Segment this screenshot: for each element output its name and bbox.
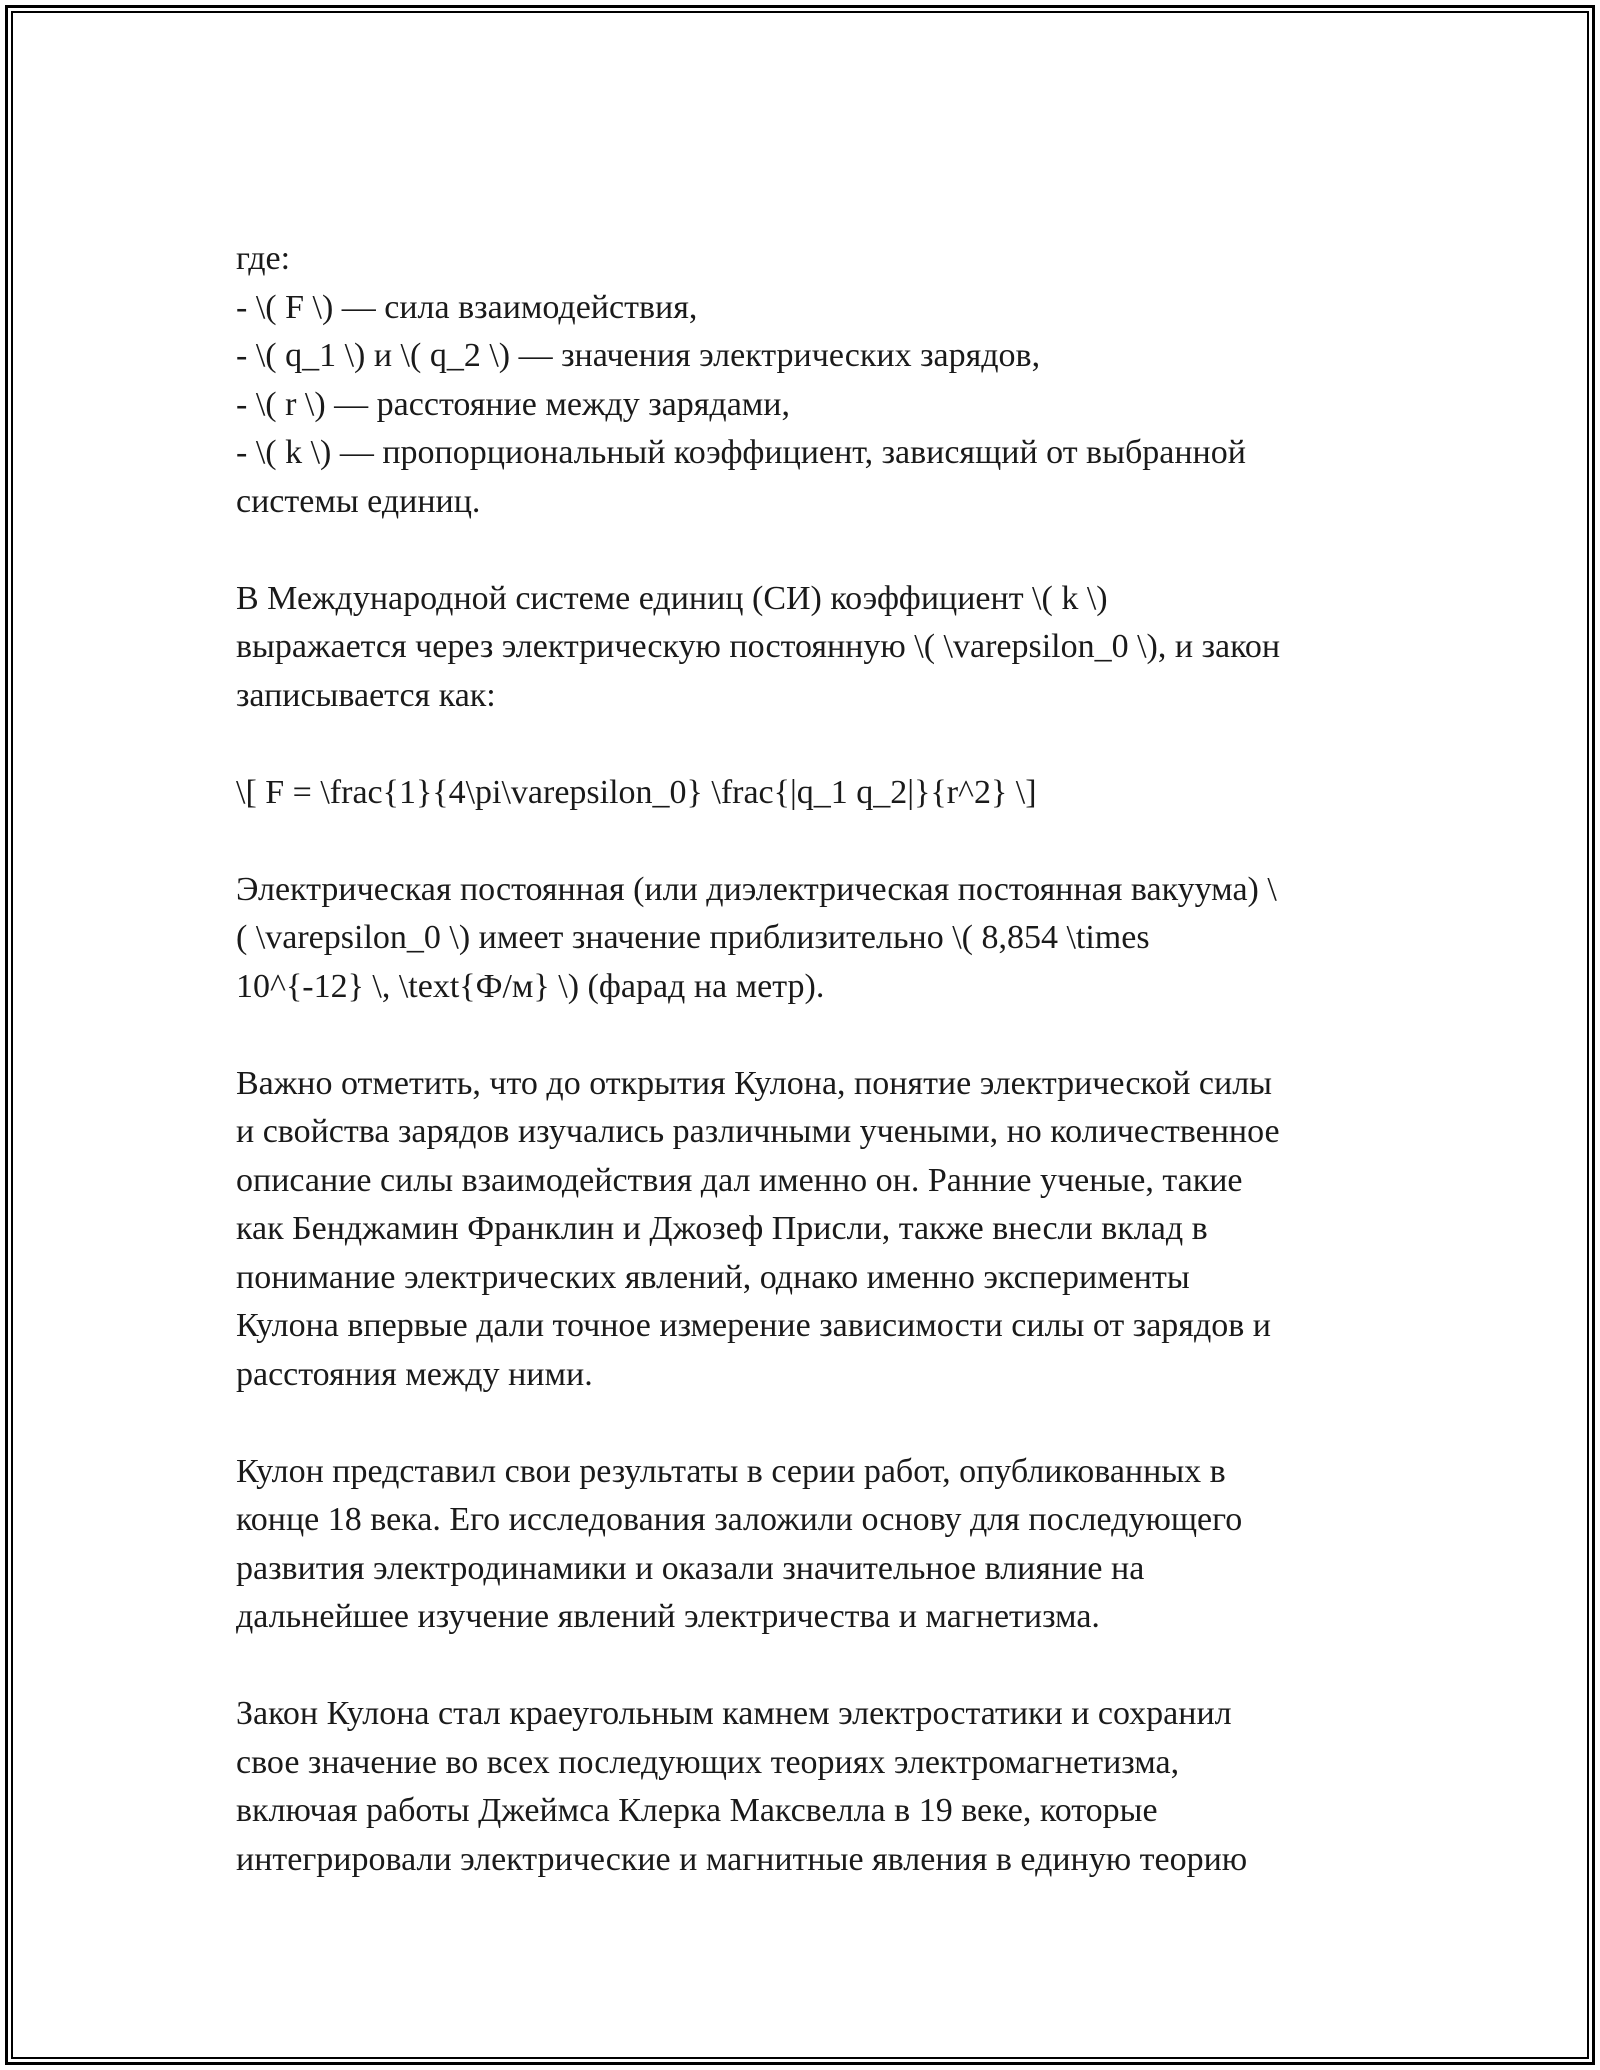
definition-item: - \( q_1 \) и \( q_2 \) — значения электрических зарядов, (236, 337, 1041, 374)
paragraph-line: Важно отметить, что до открытия Кулона, понятие электрической силы (236, 1064, 1273, 1102)
paragraph-line: описание силы взаимодействия дал именно он. Ранние ученые, такие (236, 1161, 1243, 1199)
paragraph-line: дальнейшее изучение явлений электричества и магнетизма. (236, 1598, 1100, 1635)
coulomb-formula (236, 769, 1386, 818)
legacy-paragraph (236, 1690, 1386, 1884)
paragraph-line: Кулон представил свои результаты в серии работ, опубликованных в (236, 1452, 1226, 1490)
paragraph-line: свое значение во всех последующих теориях электромагнетизма, (236, 1743, 1180, 1781)
history-paragraph (236, 1060, 1386, 1400)
definitions-list (236, 235, 1386, 526)
paragraph-line: понимание электрических явлений, однако именно эксперименты (236, 1258, 1190, 1296)
paragraph-line: интегрировали электрические и магнитные явления в единую теорию (236, 1840, 1248, 1878)
paragraph-line: Кулона впервые дали точное измерение зависимости силы от зарядов и (236, 1307, 1271, 1344)
paragraph-line: развития электродинамики и оказали значительное влияние на (236, 1549, 1145, 1587)
definition-item-continuation: системы единиц. (236, 482, 481, 520)
paragraph-line: записывается как: (236, 676, 496, 714)
paragraph-line: Закон Кулона стал краеугольным камнем электростатики и сохранил (236, 1695, 1232, 1732)
paragraph-line: 10^{-12} \, \text{Ф/м} \) (фарад на метр). (236, 967, 825, 1005)
definitions-intro: где: (236, 240, 291, 277)
paragraph-line: Электрическая постоянная (или диэлектрическая постоянная вакуума) \ (236, 870, 1277, 908)
paragraph-line: ( \varepsilon_0 \) имеет значение приблизительно \( 8,854 \times (236, 919, 1150, 956)
paragraph-line: расстояния между ними. (236, 1355, 593, 1393)
definition-item: - \( k \) — пропорциональный коэффициент, зависящий от выбранной (236, 434, 1246, 471)
paragraph-line: как Бенджамин Франклин и Джозеф Присли, также внесли вклад в (236, 1210, 1208, 1247)
si-paragraph (236, 575, 1386, 721)
constant-paragraph (236, 866, 1386, 1012)
document-body (236, 235, 1386, 1884)
definition-item: - \( F \) — сила взаимодействия, (236, 288, 698, 326)
paragraph-line: В Международной системе единиц (СИ) коэффициент \( k \) (236, 579, 1108, 617)
paragraph-line: и свойства зарядов изучались различными учеными, но количественное (236, 1113, 1280, 1150)
formula-line: \[ F = \frac{1}{4\pi\varepsilon_0} \frac{|q_1 q_2|}{r^2} \] (236, 773, 1037, 811)
definition-item: - \( r \) — расстояние между зарядами, (236, 385, 790, 423)
publication-paragraph (236, 1448, 1386, 1642)
paragraph-line: конце 18 века. Его исследования заложили основу для последующего (236, 1501, 1243, 1538)
paragraph-line: выражается через электрическую постоянную \( \varepsilon_0 \), и закон (236, 628, 1281, 665)
paragraph-line: включая работы Джеймса Клерка Максвелла в 19 веке, которые (236, 1792, 1158, 1829)
